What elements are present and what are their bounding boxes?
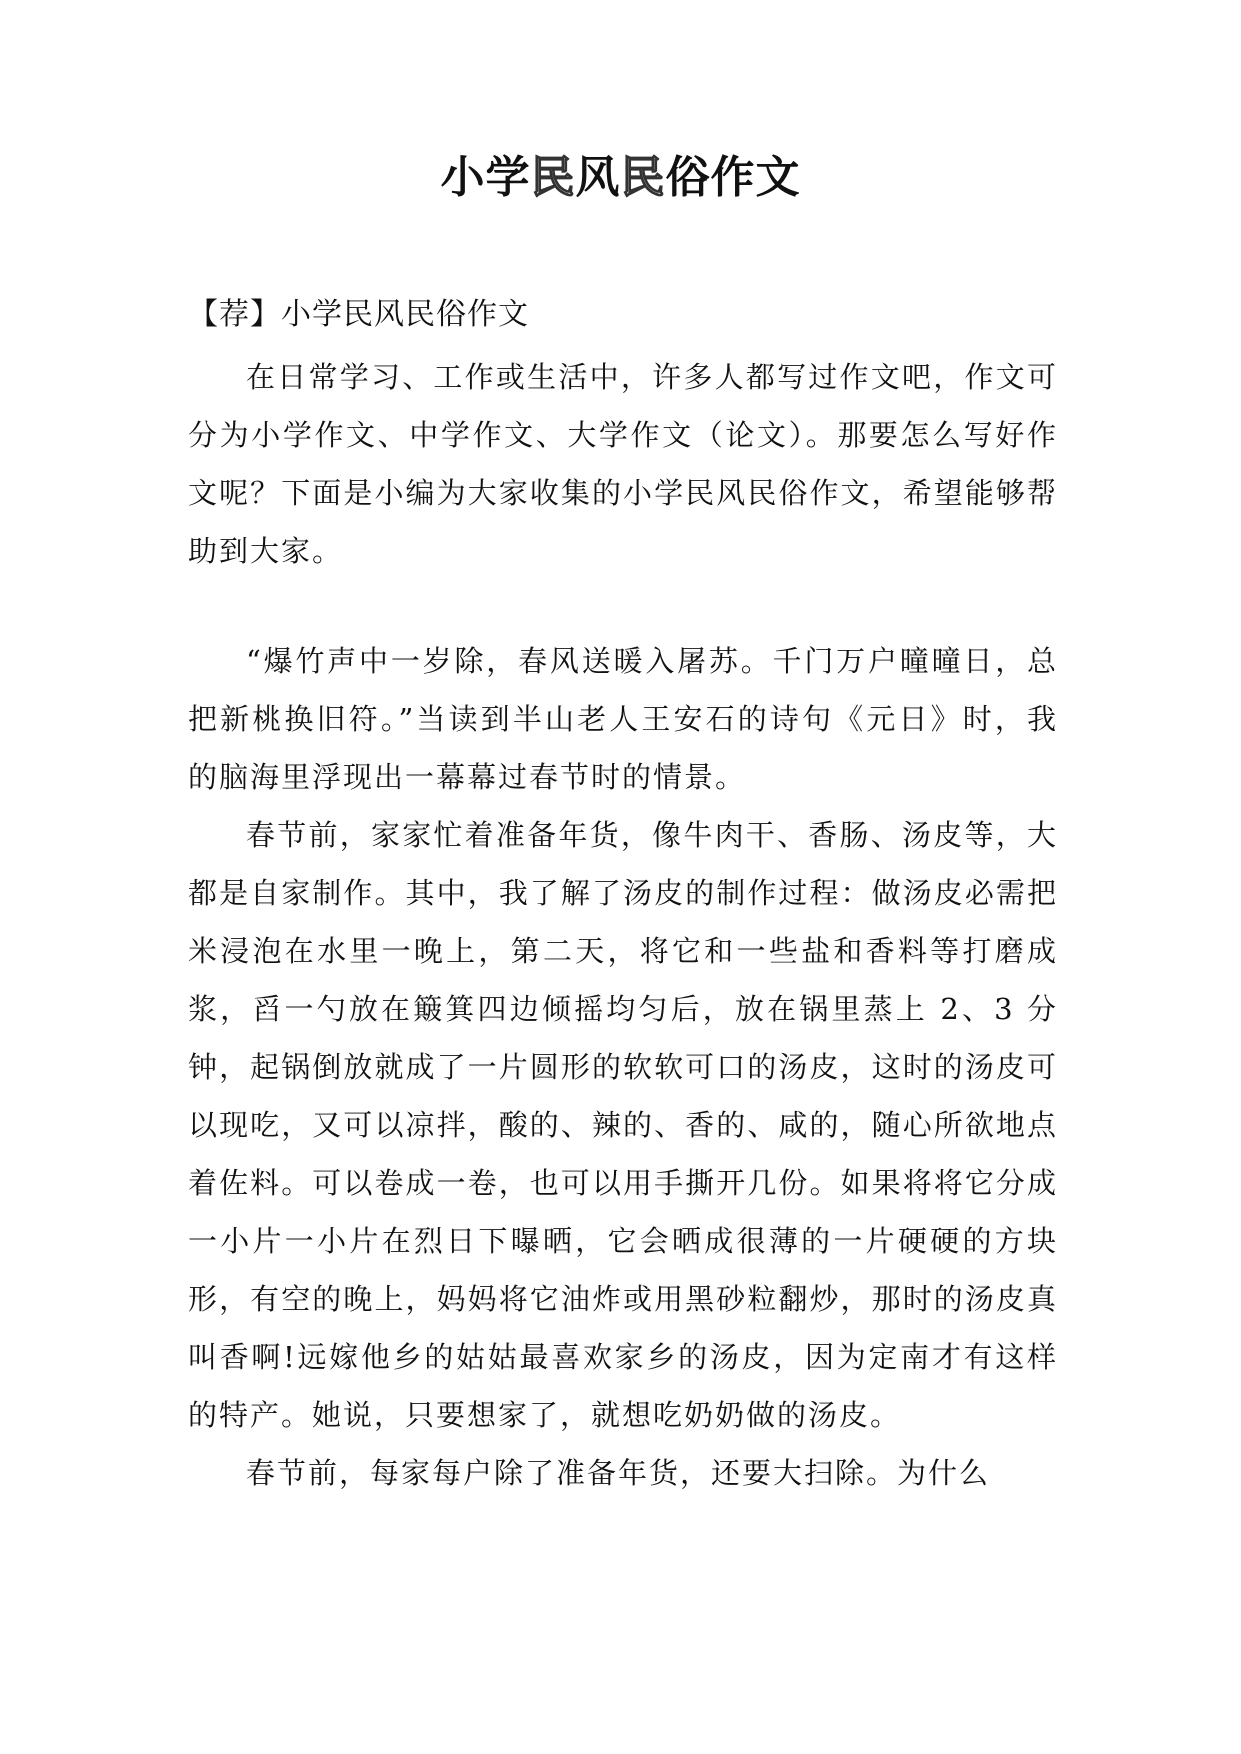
body-paragraph: “爆竹声中一岁除，春风送暖入屠苏。千门万户曈曈日，总把新桃换旧符。”当读到半山老人王安石的诗句《元日》时，我的脑海里浮现出一幕幕过春节时的情景。 — [188, 644, 1058, 794]
title-part: 小学 — [440, 152, 531, 203]
intro-paragraph: 在日常学习、工作或生活中，许多人都写过作文吧，作文可分为小学作文、中学作文、大学作文（论文）。那要怎么写好作文呢？下面是小编为大家收集的小学民风民俗作文，希望能够帮助到大家。 — [188, 360, 1058, 568]
title-part-hollow: 民 — [530, 152, 576, 203]
body-paragraph: 春节前，家家忙着准备年货，像牛肉干、香肠、汤皮等，大都是自家制作。其中，我了解了汤皮的制作过程：做汤皮必需把米浸泡在水里一晚上，第二天，将它和一些盐和香料等打磨成浆，舀一勺放在簸箕四边倾摇均匀后，放在锅里蒸上 2、3 分钟，起锅倒放就成了一片圆形的软软可口的汤皮，这时的汤皮可以现吃，又可以凉拌，酸的、辣的、香的、咸的，随心所欲地点着佐料。可以卷成一卷，也可以用手撕开几份。如果将将它分成一小片一小片在烈日下曝晒，它会晒成很薄的一片硬硬的方块形，有空的晚上，妈妈将它油炸或用黑砂粒翻炒，那时的汤皮真叫香啊!远嫁他乡的姑姑最喜欢家乡的汤皮，因为定南才有这样的特产。她说，只要想家了，就想吃奶奶做的汤皮。 — [188, 818, 1058, 1432]
title-part: 俗作文 — [665, 152, 801, 203]
title-part-hollow: 民 — [620, 152, 666, 203]
page-title — [0, 148, 1241, 208]
title-part: 风 — [575, 152, 621, 203]
intro-block — [188, 348, 1058, 580]
document-subtitle: 【荐】小学民风民俗作文 — [188, 297, 529, 332]
body-paragraph: 春节前，每家每户除了准备年货，还要大扫除。为什么 — [246, 1456, 991, 1490]
essay-body — [188, 632, 1058, 1502]
